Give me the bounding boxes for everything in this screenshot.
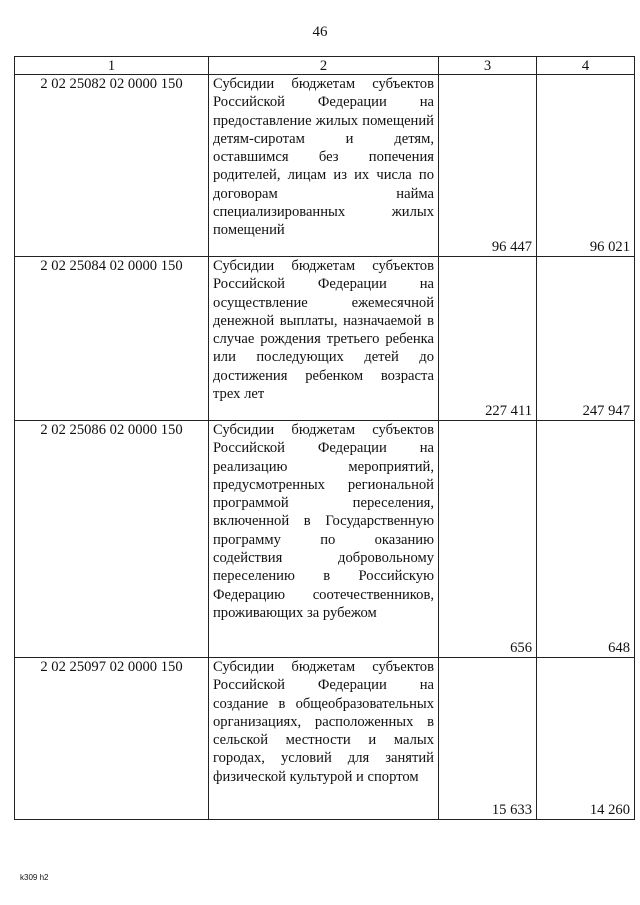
amount-col4-cell: 96 021 — [537, 75, 635, 257]
table-row — [15, 257, 635, 421]
amount-col4-cell: 14 260 — [537, 658, 635, 820]
column-header-3: 3 — [439, 57, 537, 75]
description-cell: Субсидии бюджетам субъектов Российской Федерации на предоставление жилых помещений детям-сиротам и детям, оставшимся без попечения родителей, лицам из их числа по договорам найма специализированных жилых помещений — [209, 75, 439, 257]
amount-col3-cell: 15 633 — [439, 658, 537, 820]
table-row — [15, 421, 635, 658]
description-cell: Субсидии бюджетам субъектов Российской Федерации на создание в общеобразовательных организациях, расположенных в сельской местности и малых городах, условий для занятий физической культурой и спортом — [209, 658, 439, 820]
budget-code-cell: 2 02 25086 02 0000 150 — [15, 421, 209, 658]
budget-code-cell: 2 02 25082 02 0000 150 — [15, 75, 209, 257]
table-header-row — [15, 57, 635, 75]
column-header-1: 1 — [15, 57, 209, 75]
amount-col3-cell: 656 — [439, 421, 537, 658]
budget-table — [14, 56, 635, 820]
column-header-2: 2 — [209, 57, 439, 75]
description-cell: Субсидии бюджетам субъектов Российской Федерации на реализацию мероприятий, предусмотренных региональной программой переселения, включенной в Государственную программу по оказанию содействия добровольному переселению в Российскую Федерацию соотечественников, проживающих за рубежом — [209, 421, 439, 658]
amount-col4-cell: 247 947 — [537, 257, 635, 421]
table-row — [15, 658, 635, 820]
page-number: 46 — [312, 24, 328, 40]
amount-col3-cell: 227 411 — [439, 257, 537, 421]
amount-col3-cell: 96 447 — [439, 75, 537, 257]
budget-code-cell: 2 02 25097 02 0000 150 — [15, 658, 209, 820]
column-header-4: 4 — [537, 57, 635, 75]
budget-code-cell: 2 02 25084 02 0000 150 — [15, 257, 209, 421]
table-row — [15, 75, 635, 257]
footer-document-code: k309 h2 — [20, 873, 49, 882]
amount-col4-cell: 648 — [537, 421, 635, 658]
description-cell: Субсидии бюджетам субъектов Российской Федерации на осуществление ежемесячной денежной выплаты, назначаемой в случае рождения третьего ребенка или последующих детей до достижения ребенком возраста трех лет — [209, 257, 439, 421]
